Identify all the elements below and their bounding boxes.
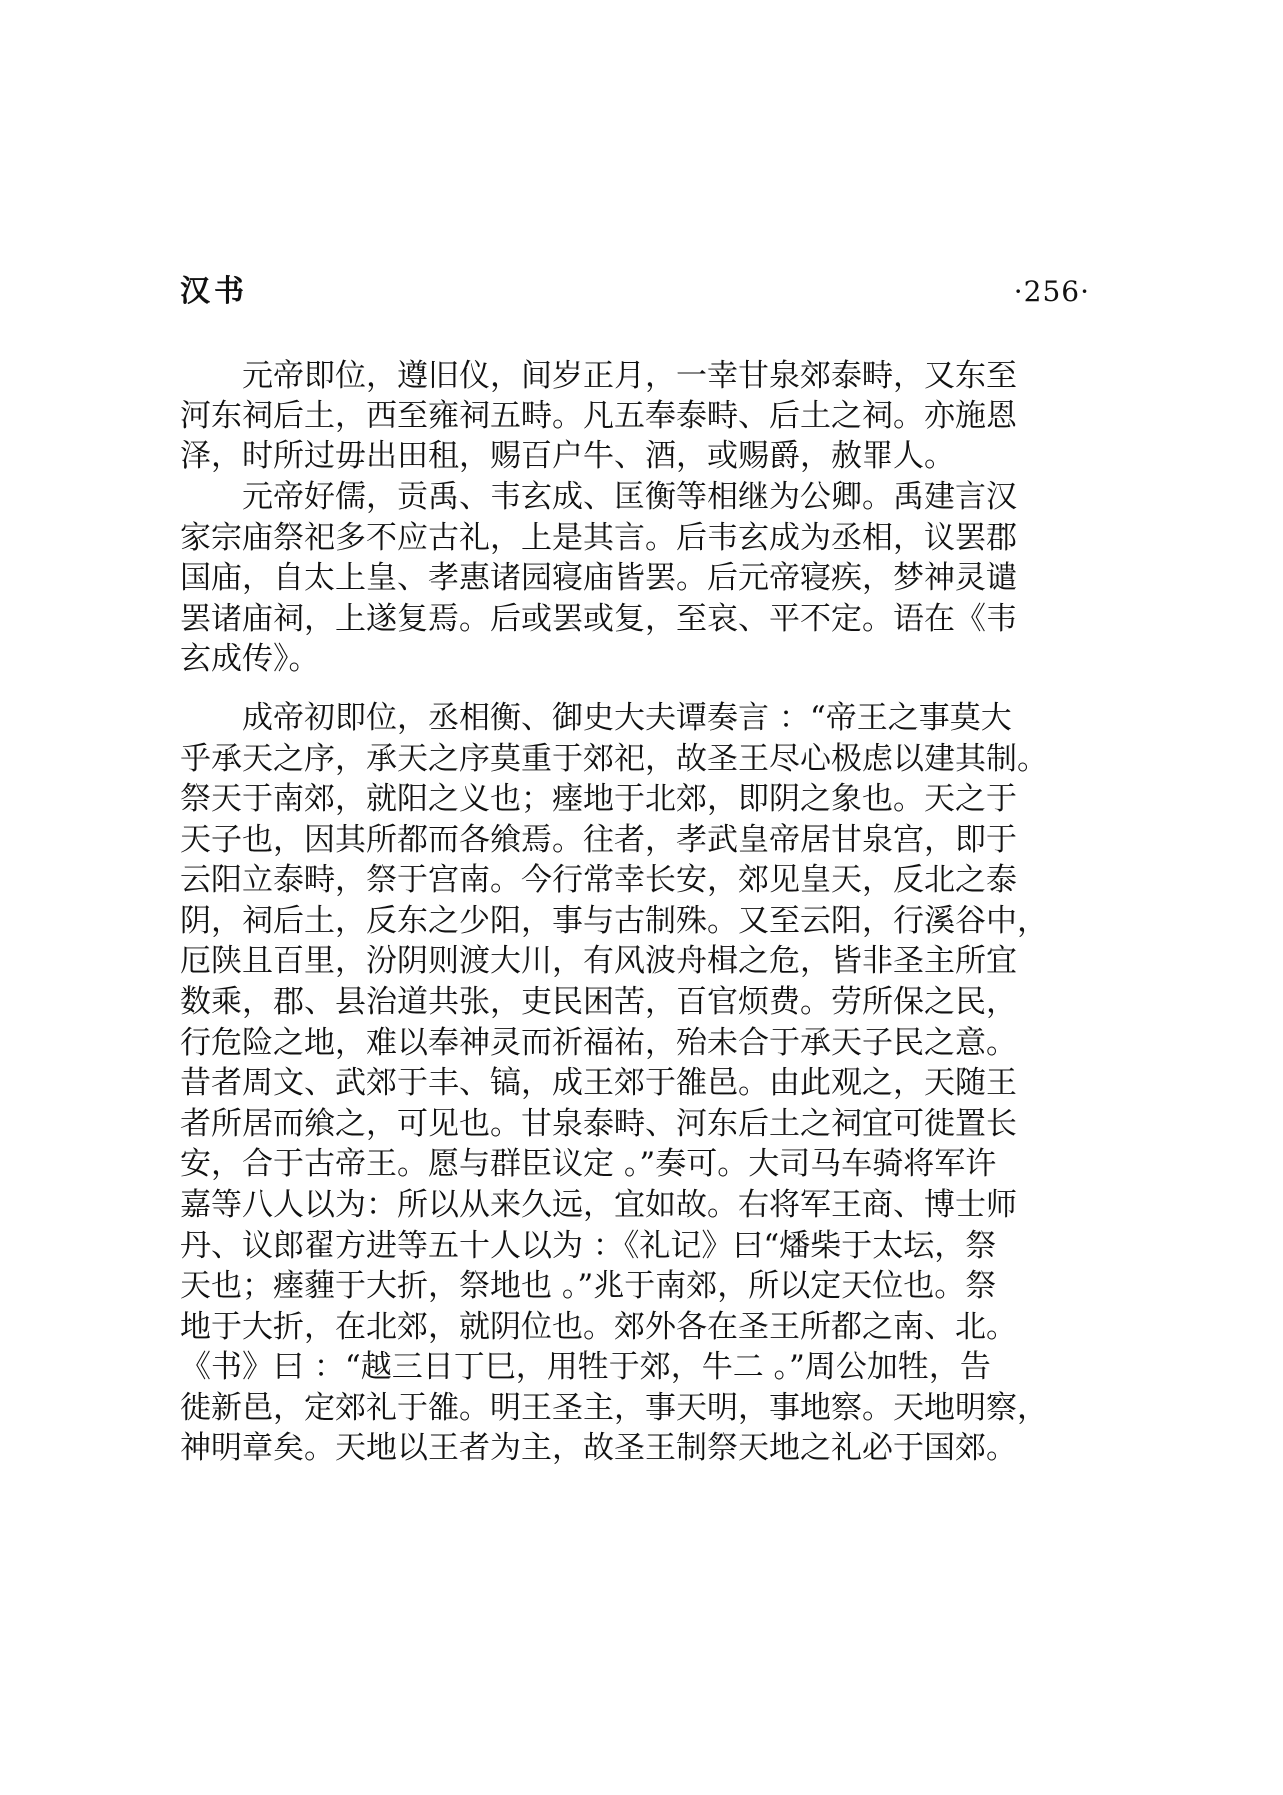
text-line: 元帝好儒，贡禹、韦玄成、匡衡等相继为公卿。禹建言汉 [180, 479, 1017, 515]
text-line: 《书》曰 ：“越三日丁巳，用牲于郊，牛二 。”周公加牲，告 [180, 1349, 991, 1385]
text-line: 成帝初即位，丞相衡、御史大夫谭奏言 ：“帝王之事莫大 [180, 700, 1012, 736]
text-line: 行危险之地，难以奉神灵而祈福祐，殆未合于承天子民之意。 [180, 1025, 1017, 1061]
text-line: 泽，时所过毋出田租，赐百户牛、酒，或赐爵，赦罪人。 [180, 438, 955, 474]
text-line: 神明章矣。天地以王者为主，故圣王制祭天地之礼必于国郊。 [180, 1430, 1017, 1466]
text-line: 乎承天之序，承天之序莫重于郊祀，故圣王尽心极虑以建其制。 [180, 741, 1048, 777]
text-line: 元帝即位，遵旧仪，间岁正月，一幸甘泉郊泰畤，又东至 [180, 358, 1017, 394]
text-line: 阴，祠后土，反东之少阳，事与古制殊。又至云阳，行溪谷中， [180, 903, 1048, 939]
page-header [180, 272, 1090, 316]
text-line: 数乘，郡、县治道共张，吏民困苦，百官烦费。劳所保之民， [180, 984, 1017, 1020]
text-line: 安，合于古帝王。愿与群臣议定 。”奏可。大司马车骑将军许 [180, 1146, 997, 1182]
text-line: 玄成传》。 [180, 641, 320, 677]
text-line: 家宗庙祭祀多不应古礼，上是其言。后韦玄成为丞相，议罢郡 [180, 520, 1017, 556]
text-line: 罢诸庙祠，上遂复焉。后或罢或复，至哀、平不定。语在《韦 [180, 601, 1017, 637]
text-line: 祭天于南郊，就阳之义也；瘗地于北郊，即阴之象也。天之于 [180, 781, 1017, 817]
page-number: ·256· [1013, 275, 1090, 308]
text-line: 国庙，自太上皇、孝惠诸园寝庙皆罢。后元帝寝疾，梦神灵谴 [180, 560, 1017, 596]
text-line: 丹、议郎翟方进等五十人以为 ：《礼记》曰“燔柴于太坛，祭 [180, 1228, 997, 1264]
text-line: 徙新邑，定郊礼于雒。明王圣主，事天明，事地察。天地明察， [180, 1390, 1048, 1426]
text-line: 河东祠后土，西至雍祠五畤。凡五奉泰畤、后土之祠。亦施恩 [180, 398, 1017, 434]
text-line: 厄陕且百里，汾阴则渡大川，有风波舟楫之危，皆非圣主所宜 [180, 943, 1017, 979]
text-line: 天子也，因其所都而各飨焉。往者，孝武皇帝居甘泉宫，即于 [180, 822, 1017, 858]
text-line: 昔者周文、武郊于丰、镐，成王郊于雒邑。由此观之，天随王 [180, 1065, 1017, 1101]
text-line: 嘉等八人以为：所以从来久远，宜如故。右将军王商、博士师 [180, 1187, 1017, 1223]
text-line: 云阳立泰畤，祭于宫南。今行常幸长安，郊见皇天，反北之泰 [180, 862, 1017, 898]
text-line: 地于大折，在北郊，就阴位也。郊外各在圣王所都之南、北。 [180, 1309, 1017, 1345]
book-title: 汉书 [180, 274, 248, 309]
text-line: 者所居而飨之，可见也。甘泉泰畤、河东后土之祠宜可徙置长 [180, 1106, 1017, 1142]
text-line: 天也；瘗薶于大折，祭地也 。”兆于南郊，所以定天位也。祭 [180, 1268, 997, 1304]
